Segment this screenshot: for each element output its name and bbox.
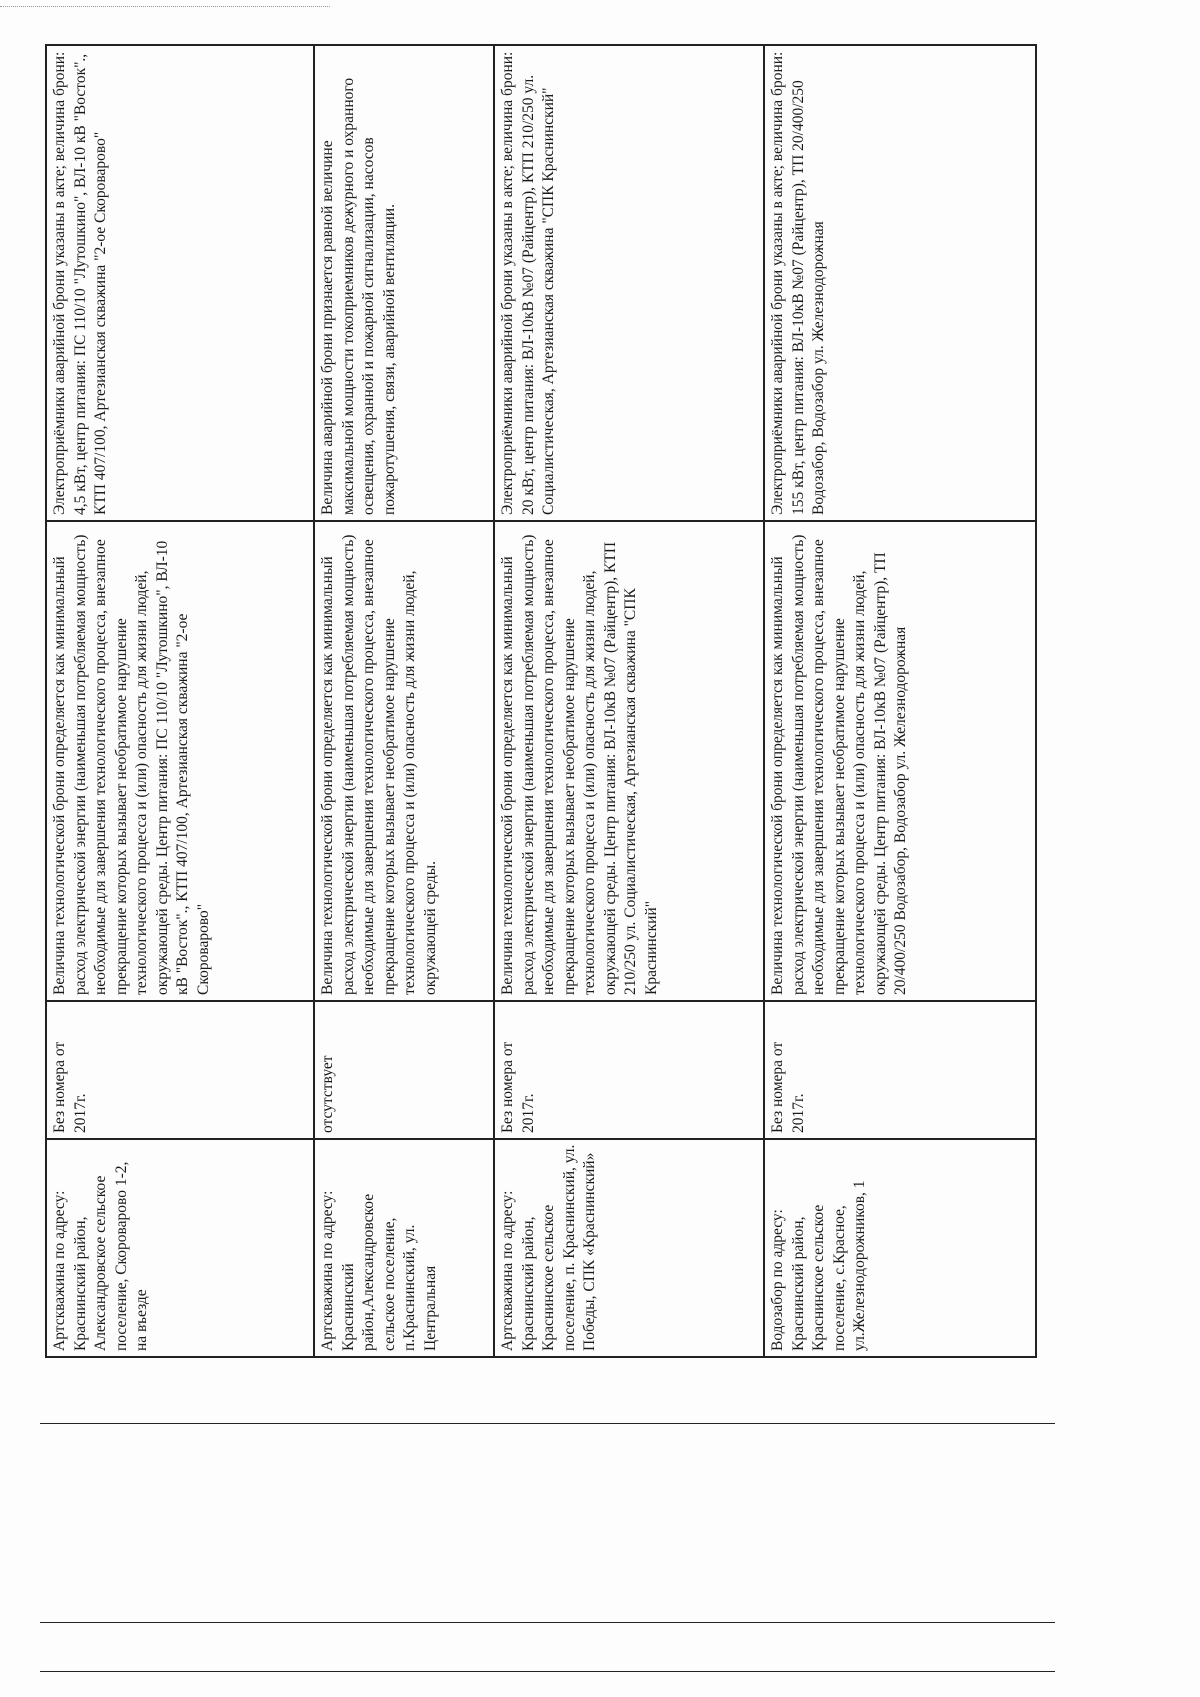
emergency-reserve-cell: Электроприёмники аварийной брони указаны в акте; величина брони: 155 кВт, центр питания: ВЛ-10кВ №07 (Райцентр), ТП 20/400/250 Водозабор, Водозабор ул. Железнодорожная (764, 45, 1036, 521)
horizontal-rule (40, 1423, 1055, 1424)
scan-edge-line (0, 6, 330, 7)
document-cell: отсутствует (314, 1001, 494, 1139)
power-reserve-table (45, 44, 1037, 1358)
object-address-cell: Артскважина по адресу: Краснинский район,Александровское сельское поселение, п.Краснинский, ул. Центральная (314, 1139, 494, 1357)
object-address-cell: Водозабор по адресу: Краснинский район, Краснинское сельское поселение, с.Красное, ул.Железнодорожников, 1 (764, 1139, 1036, 1357)
object-address-cell: Артскважина по адресу: Краснинский район, Александровское сельское поселение, Скороварово 1-2, на въезде (46, 1139, 314, 1357)
horizontal-rule (40, 1622, 1055, 1623)
technological-reserve-cell: Величина технологической брони определяется как минимальный расход электрической энергии (наименьшая потребляемая мощность) необходимые для завершения технологического процесса, внезапное прекращение которых вызывает необратимое нарушение технологического процесса и (или) опасность для жизни людей, окружающей среды. Центр питания: ВЛ-10кВ №07 (Райцентр), ТП 20/400/250 Водозабор, Водозабор ул. Железнодорожная (764, 521, 1036, 1001)
technological-reserve-cell: Величина технологической брони определяется как минимальный расход электрической энергии (наименьшая потребляемая мощность) необходимые для завершения технологического процесса, внезапное прекращение которых вызывает необратимое нарушение технологического процесса и (или) опасность для жизни людей, окружающей среды. Центр питания: ВЛ-10кВ №07 (Райцентр), КТП 210/250 ул. Социалистическая, Артезианская скважина "СПК Краснинский" (494, 521, 764, 1001)
table-row (494, 45, 764, 1357)
table-row (314, 45, 494, 1357)
document-cell: Без номера от 2017г. (46, 1001, 314, 1139)
technological-reserve-cell: Величина технологической брони определяется как минимальный расход электрической энергии (наименьшая потребляемая мощность) необходимые для завершения технологического процесса, внезапное прекращение которых вызывает необратимое нарушение технологического процесса и (или) опасность для жизни людей, окружающей среды. (314, 521, 494, 1001)
emergency-reserve-cell: Электроприёмники аварийной брони указаны в акте; величина брони: 4,5 кВт, центр питания: ПС 110/10 "Лутошкино", ВЛ-10 кВ "Восток"., КТП 407/100, Артезианская скважина "2-ое Скороварово" (46, 45, 314, 521)
document-cell: Без номера от 2017г. (494, 1001, 764, 1139)
technological-reserve-cell: Величина технологической брони определяется как минимальный расход электрической энергии (наименьшая потребляемая мощность) необходимые для завершения технологического процесса, внезапное прекращение которых вызывает необратимое нарушение технологического процесса и (или) опасность для жизни людей, окружающей среды. Центр питания: ПС 110/10 "Лутошкино", ВЛ-10 кВ "Восток"., КТП 407/100, Артезианская скважина "2-ое Скороварово" (46, 521, 314, 1001)
document-cell: Без номера от 2017г. (764, 1001, 1036, 1139)
table-row (46, 45, 314, 1357)
emergency-reserve-cell: Величина аварийной брони признается равной величине максимальной мощности токоприемников дежурного и охранного освещения, охранной и пожарной сигнализации, насосов пожаротушения, связи, аварийной вентиляции. (314, 45, 494, 521)
emergency-reserve-cell: Электроприёмники аварийной брони указаны в акте; величина брони: 20 кВт, центр питания: ВЛ-10кВ №07 (Райцентр), КТП 210/250 ул. Социалистическая, Артезианская скважина "СПК Краснинский" (494, 45, 764, 521)
rotated-table-container (45, 46, 1035, 1358)
horizontal-rule (40, 1671, 1055, 1672)
object-address-cell: Артскважина по адресу: Краснинский район, Краснинское сельское поселение, п. Краснинский, ул. Победы, СПК «Краснинский» (494, 1139, 764, 1357)
table-row (764, 45, 1036, 1357)
